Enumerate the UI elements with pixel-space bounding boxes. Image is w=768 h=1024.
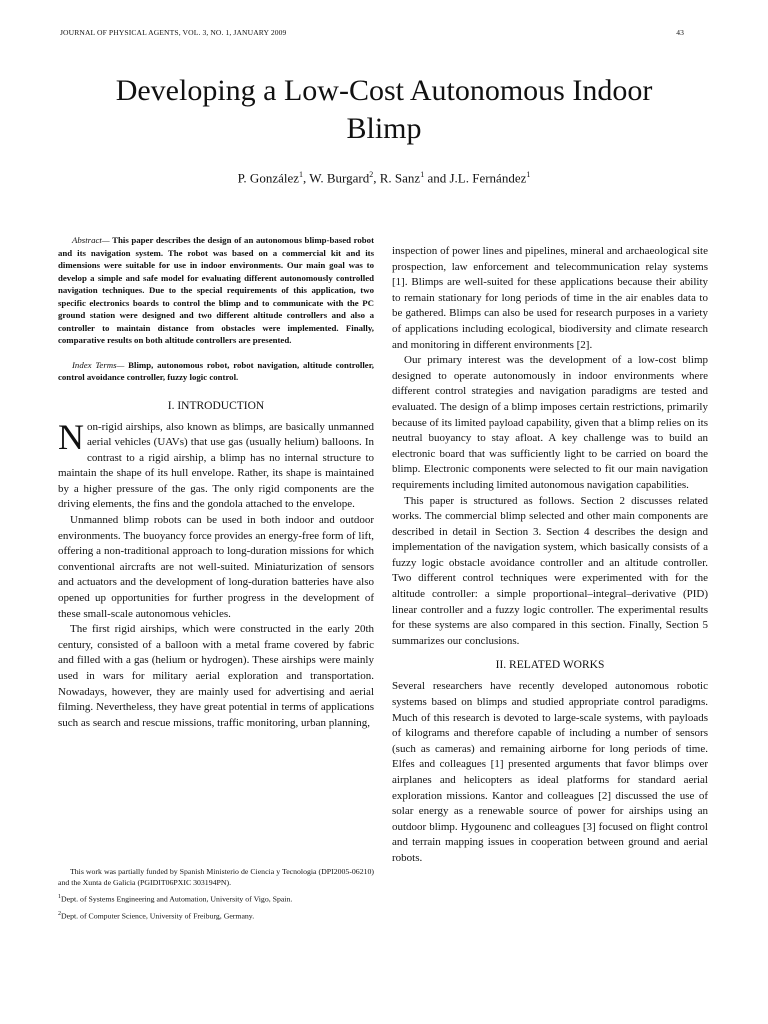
journal-name: JOURNAL OF PHYSICAL AGENTS, VOL. 3, NO. 1, JANUARY 2009 bbox=[60, 28, 287, 37]
intro-paragraph-1-text: on-rigid airships, also known as blimps, are basically unmanned aerial vehicles (UAVs) that use gas (usually helium) balloons. In contrast to a rigid airship, a blimp has no internal structure to maintain the shape of its hull envelope. Rather, its shape is maintained by a higher pressure of the gas. The only rigid components are the driving elements, the fins and the gondola attached to the envelope. bbox=[58, 420, 374, 511]
running-head bbox=[60, 28, 708, 42]
author-separator: , bbox=[373, 170, 380, 186]
intro-paragraph-3: The first rigid airships, which were constructed in the early 20th century, consisted of a balloon with a metal frame covered by fabric and filled with a gas (helium or hydrogen). These airships were mainly used in wars for military aerial exploration and transportation. Nowadays, however, they are mainly used for advertising and aerial filming. Nevertheless, they have great potential in terms of applications such as search and rescue missions, traffic monitoring, urban planning, bbox=[58, 623, 374, 729]
affiliation-footnote-2 bbox=[58, 909, 374, 922]
author-name: W. Burgard bbox=[309, 170, 370, 186]
author-affiliation-mark: 2 bbox=[369, 170, 374, 179]
page-number: 43 bbox=[676, 28, 684, 37]
abstract-lead: Abstract— bbox=[72, 235, 110, 245]
index-terms bbox=[58, 359, 374, 384]
intro-continued-paragraph: inspection of power lines and pipelines, mineral and archaeological site prospection, law enforcement and telecommunication relay systems [1]. Blimps are well-suited for these applications because their ability to remain stationary for long periods of time in the air enables data to be gathered. Blimps can also be used for research purposes in a variety of applications including ecological, biodiversity and climate research and monitoring in different environments [2]. bbox=[392, 245, 708, 351]
funding-footnote: This work was partially funded by Spanish Ministerio de Ciencia y Tecnologia (DPI2005-06210) and the Xunta de Galicia (PGIDIT06PXIC 303194PN). bbox=[58, 867, 374, 887]
left-column bbox=[58, 234, 374, 731]
author-list bbox=[80, 166, 688, 187]
intro-paragraph-4: Our primary interest was the development of a low-cost blimp designed to operate autonomously in indoor environments where different control strategies and navigation paradigms are tested and evaluated. The design of a blimp imposes certain restrictions, primarily because of its limited payload capability, given that a blimp relies on its neutral buoyancy to stay afloat. A key challenge was to build an electronic board that was sufficiently light to be carried on board the blimp. Electronic components were selected to fit our main navigation requirements including limited autonomous navigation capabilities. bbox=[392, 354, 708, 491]
section-heading-introduction: I. INTRODUCTION bbox=[167, 399, 265, 412]
author-name: J.L. Fernández bbox=[449, 170, 527, 186]
author-name: P. González bbox=[237, 170, 300, 186]
index-terms-text: Blimp, autonomous robot, robot navigation, altitude controller, control avoidance controller, fuzzy logic control. bbox=[58, 359, 375, 382]
index-terms-lead: Index Terms— bbox=[72, 359, 125, 370]
intro-paragraph-5: This paper is structured as follows. Section 2 discusses related works. The commercial blimp selected and other main components are described in detail in Section 3. Section 4 describes the design and implementation of the navigation system, which basically consists of a fuzzy logic obstacle avoidance controller and an altitude controller. Two different control techniques were experimented with for the altitude controller: a simple proportional–integral–derivative (PID) linear controller and a fuzzy logic controller. The experimental results for these systems are also compared in this section. Finally, Section 5 summarizes our conclusions. bbox=[392, 494, 708, 647]
intro-paragraph-1 bbox=[58, 416, 374, 514]
author-separator: , bbox=[303, 170, 310, 186]
affiliation-mark: 1 bbox=[58, 894, 61, 900]
footnotes bbox=[58, 866, 374, 925]
affiliation-footnote-1 bbox=[58, 892, 374, 905]
related-works-paragraph-1: Several researchers have recently developed autonomous robotic systems based on blimps and studied appropriate control paradigms. Much of this research is devoted to large-scale systems, with payloads of kilograms and therefore capable of including a number of sensors (such as cameras) and remaining airborne for long periods of time. Elfes and colleagues [1] presented arguments that favor blimps over airplanes and helicopters as ideal platforms for standard aerial exploration missions. Kantor and colleagues [2] discussed the use of solar energy as a renewable source of power for airships using an outdoor blimp. Hygounenc and colleagues [3] focused on flight control and terrain mapping issues in cooperation between ground and aerial robots. bbox=[392, 680, 708, 864]
intro-paragraph-2: Unmanned blimp robots can be used in both indoor and outdoor environments. The buoyancy force provides an energy-free form of lift, offering a non-traditional approach to long-duration missions for which conventional aircrafts are not well-suited. Miniaturization of sensors and actuators and the development of long-duration batteries have also opened up opportunities for further progress in the development of these small-scale autonomous vehicles. bbox=[58, 514, 374, 620]
author-name: R. Sanz bbox=[379, 170, 421, 186]
abstract-text: This paper describes the design of an autonomous blimp-based robot and its navigation system. The robot was based on a commercial kit and its dimensions were suitable for use in indoor environments. Our main goal was to develop a simple and safe model for evaluating different autonomously controlled navigation techniques. Due to the special requirements of this application, two specific electronics boards to control the blimp and to communicate with the PC ground station were designed and two different altitude controllers and also a controller to maintain distance from obstacles were implemented. Finally, comparative results on both altitude controllers are presented. bbox=[58, 235, 374, 345]
author-separator: and bbox=[424, 170, 450, 186]
paper-title: Developing a Low-Cost Autonomous Indoor Blimp bbox=[115, 74, 653, 145]
affiliation-text: Dept. of Systems Engineering and Automation, University of Vigo, Spain. bbox=[61, 894, 293, 904]
right-column bbox=[392, 244, 708, 867]
author-affiliation-mark: 1 bbox=[420, 170, 425, 179]
affiliation-text: Dept. of Computer Science, University of Freiburg, Germany. bbox=[61, 911, 255, 921]
section-heading-related-works: II. RELATED WORKS bbox=[495, 659, 605, 672]
abstract bbox=[58, 234, 374, 347]
drop-cap: N bbox=[58, 416, 84, 457]
affiliation-mark: 2 bbox=[58, 910, 61, 917]
author-affiliation-mark: 1 bbox=[299, 170, 304, 179]
author-affiliation-mark: 1 bbox=[526, 170, 531, 179]
